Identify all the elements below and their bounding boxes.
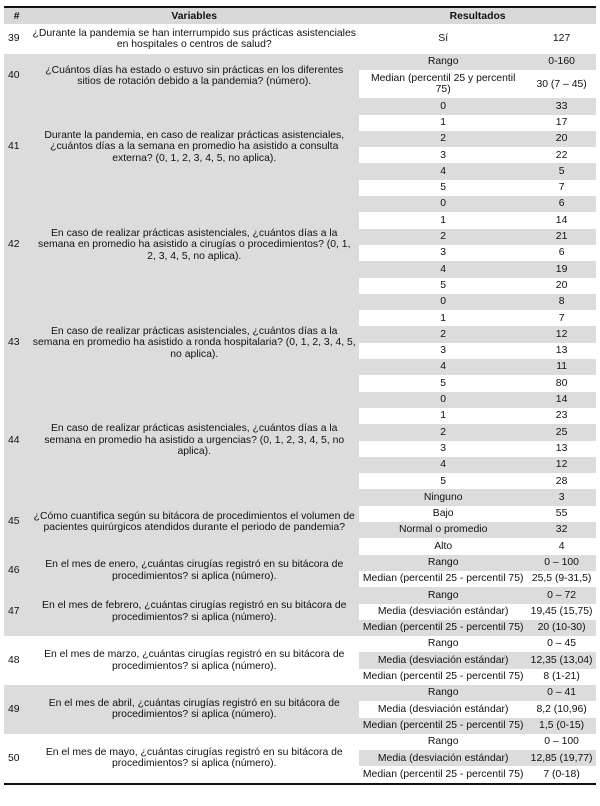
result-label: Median (percentil 25 - percentil 75)	[359, 571, 527, 587]
result-label: 0	[359, 196, 527, 212]
table-row	[4, 54, 596, 70]
table-row	[4, 98, 596, 114]
result-value: 33	[527, 98, 596, 114]
result-label: Bajo	[359, 506, 527, 522]
result-label: 3	[359, 245, 527, 261]
result-value: 12,85 (19,77)	[527, 750, 596, 766]
row-number: 48	[4, 636, 29, 685]
result-label: 2	[359, 326, 527, 342]
result-value: 127	[527, 24, 596, 54]
result-value: 80	[527, 375, 596, 391]
result-value: 25	[527, 424, 596, 440]
table-header	[4, 7, 596, 24]
result-label: 3	[359, 343, 527, 359]
result-label: Median (percentil 25 - percentil 75)	[359, 766, 527, 783]
row-number: 43	[4, 294, 29, 392]
result-label: Media (desviación estándar)	[359, 604, 527, 620]
result-value: 7 (0-18)	[527, 766, 596, 783]
results-table	[4, 6, 596, 785]
table-row	[4, 587, 596, 603]
result-label: Rango	[359, 54, 527, 70]
result-value: 13	[527, 343, 596, 359]
result-label: Ninguno	[359, 489, 527, 505]
result-label: Rango	[359, 734, 527, 750]
result-label: Alto	[359, 538, 527, 554]
result-value: 22	[527, 147, 596, 163]
result-label: 5	[359, 375, 527, 391]
row-number: 45	[4, 489, 29, 554]
result-label: 2	[359, 424, 527, 440]
table-row	[4, 294, 596, 310]
result-value: 17	[527, 115, 596, 131]
variable-question: En el mes de enero, ¿cuántas cirugías registró en su bitácora de procedimientos? si aplica (número).	[29, 555, 359, 588]
result-value: 8 (1-21)	[527, 669, 596, 685]
variable-question: ¿Cómo cuantifica según su bitácora de procedimientos el volumen de pacientes quirúrgicos atendidos durante el periodo de pandemia?	[29, 489, 359, 554]
result-value: 30 (7 – 45)	[527, 70, 596, 98]
row-number: 46	[4, 555, 29, 588]
result-value: 11	[527, 359, 596, 375]
result-value: 21	[527, 229, 596, 245]
result-label: Median (percentil 25 y percentil 75)	[359, 70, 527, 98]
result-label: Media (desviación estándar)	[359, 750, 527, 766]
table-row	[4, 24, 596, 54]
result-value: 8,2 (10,96)	[527, 701, 596, 717]
header-results: Resultados	[359, 7, 596, 24]
result-label: 0	[359, 392, 527, 408]
result-value: 12	[527, 326, 596, 342]
result-value: 6	[527, 245, 596, 261]
variable-question: ¿Durante la pandemia se han interrumpido sus prácticas asistenciales en hospitales o centros de salud?	[29, 24, 359, 54]
variable-question: En caso de realizar prácticas asistenciales, ¿cuántos días a la semana en promedio ha asistido a ronda hospitalaria? (0, 1, 2, 3, 4, 5, no aplica).	[29, 294, 359, 392]
result-value: 14	[527, 212, 596, 228]
result-label: 1	[359, 408, 527, 424]
result-label: 2	[359, 229, 527, 245]
table-row	[4, 196, 596, 212]
result-value: 0 – 41	[527, 685, 596, 701]
variable-question: En el mes de febrero, ¿cuántas cirugías registró en su bitácora de procedimientos? si aplica (número).	[29, 587, 359, 636]
row-number: 40	[4, 54, 29, 98]
result-label: Median (percentil 25 - percentil 75)	[359, 620, 527, 636]
result-label: 4	[359, 261, 527, 277]
result-value: 3	[527, 489, 596, 505]
result-value: 13	[527, 441, 596, 457]
result-label: 4	[359, 163, 527, 179]
result-value: 28	[527, 473, 596, 489]
table-row	[4, 555, 596, 571]
variable-question: ¿Cuántos días ha estado o estuvo sin prácticas en los diferentes sitios de rotación debido a la pandemia? (número).	[29, 54, 359, 98]
result-value: 55	[527, 506, 596, 522]
result-label: Rango	[359, 685, 527, 701]
result-value: 12,35 (13,04)	[527, 652, 596, 668]
result-label: 3	[359, 147, 527, 163]
result-label: 4	[359, 457, 527, 473]
result-value: 0 – 72	[527, 587, 596, 603]
result-value: 0 – 100	[527, 734, 596, 750]
result-label: 5	[359, 278, 527, 294]
row-number: 47	[4, 587, 29, 636]
result-value: 20 (10-30)	[527, 620, 596, 636]
result-label: 0	[359, 98, 527, 114]
result-value: 6	[527, 196, 596, 212]
result-label: 5	[359, 180, 527, 196]
row-number: 50	[4, 734, 29, 784]
header-variables: Variables	[29, 7, 359, 24]
result-label: Normal o promedio	[359, 522, 527, 538]
result-value: 0-160	[527, 54, 596, 70]
result-value: 25,5 (9-31,5)	[527, 571, 596, 587]
result-label: Rango	[359, 636, 527, 652]
row-number: 41	[4, 98, 29, 196]
result-label: Rango	[359, 555, 527, 571]
table-body	[4, 24, 596, 784]
header-num: #	[4, 7, 29, 24]
result-label: 4	[359, 359, 527, 375]
result-label: Median (percentil 25 - percentil 75)	[359, 718, 527, 734]
table-row	[4, 685, 596, 701]
result-label: Median (percentil 25 - percentil 75)	[359, 669, 527, 685]
variable-question: En el mes de abril, ¿cuántas cirugías registró en su bitácora de procedimientos? si aplica (número).	[29, 685, 359, 734]
result-value: 14	[527, 392, 596, 408]
result-value: 19	[527, 261, 596, 277]
result-value: 0 – 100	[527, 555, 596, 571]
table-row	[4, 636, 596, 652]
result-value: 4	[527, 538, 596, 554]
variable-question: En caso de realizar prácticas asistenciales, ¿cuántos días a la semana en promedio ha asistido a urgencias? (0, 1, 2, 3, 4, 5, no aplica).	[29, 392, 359, 490]
row-number: 39	[4, 24, 29, 54]
result-label: Media (desviación estándar)	[359, 701, 527, 717]
result-label: Sí	[359, 24, 527, 54]
result-value: 20	[527, 278, 596, 294]
result-label: 1	[359, 310, 527, 326]
result-label: 2	[359, 131, 527, 147]
result-label: Rango	[359, 587, 527, 603]
result-value: 8	[527, 294, 596, 310]
result-value: 7	[527, 310, 596, 326]
table-row	[4, 734, 596, 750]
variable-question: En el mes de marzo, ¿cuántas cirugías registró en su bitácora de procedimientos? si aplica (número).	[29, 636, 359, 685]
row-number: 44	[4, 392, 29, 490]
result-label: 3	[359, 441, 527, 457]
variable-question: En el mes de mayo, ¿cuántas cirugías registró en su bitácora de procedimientos? si aplica (número).	[29, 734, 359, 784]
table-row	[4, 392, 596, 408]
result-label: 0	[359, 294, 527, 310]
result-value: 12	[527, 457, 596, 473]
result-value: 7	[527, 180, 596, 196]
result-value: 32	[527, 522, 596, 538]
result-value: 1,5 (0-15)	[527, 718, 596, 734]
result-value: 19,45 (15,75)	[527, 604, 596, 620]
result-label: 1	[359, 115, 527, 131]
variable-question: Durante la pandemia, en caso de realizar prácticas asistenciales, ¿cuántos días a la semana en promedio ha asistido a consulta externa? (0, 1, 2, 3, 4, 5, no aplica).	[29, 98, 359, 196]
result-label: 5	[359, 473, 527, 489]
result-value: 23	[527, 408, 596, 424]
result-value: 0 – 45	[527, 636, 596, 652]
table-row	[4, 489, 596, 505]
variable-question: En caso de realizar prácticas asistenciales, ¿cuántos días a la semana en promedio ha asistido a cirugías o procedimientos? (0, 1, 2, 3, 4, 5, no aplica).	[29, 196, 359, 294]
result-value: 5	[527, 163, 596, 179]
result-label: Media (desviación estándar)	[359, 652, 527, 668]
result-label: 1	[359, 212, 527, 228]
result-value: 20	[527, 131, 596, 147]
row-number: 49	[4, 685, 29, 734]
row-number: 42	[4, 196, 29, 294]
